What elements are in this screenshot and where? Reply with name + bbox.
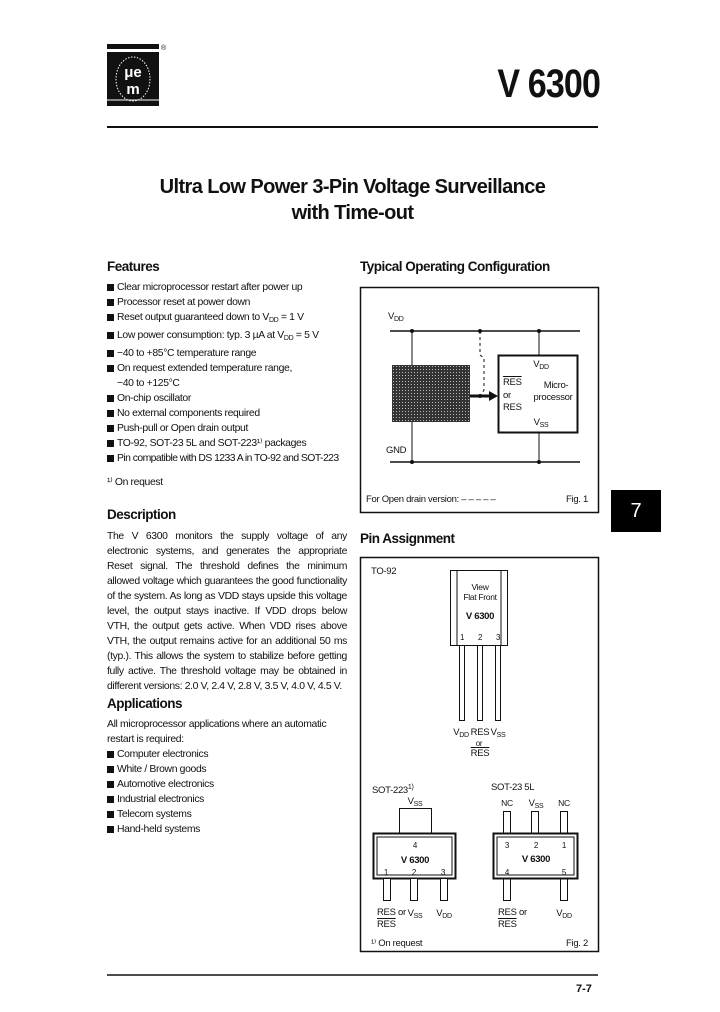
feature-item: Pin compatible with DS 1233 A in TO-92 and SOT-223 (107, 451, 352, 466)
pin-number: 3 (440, 868, 446, 877)
feature-item: −40 to +85°C temperature range (107, 346, 352, 361)
res-bar-label: $\overline{RES}$ (503, 377, 522, 388)
applications-heading: Applications (107, 696, 183, 711)
view-label: View (471, 582, 489, 592)
fig2-footnote: ¹⁾ On request (371, 938, 423, 949)
applications-intro: All microprocessor applications where an automatic restart is required: (107, 719, 327, 745)
sot23-vdd-label: $V_{DD}$ (556, 908, 572, 920)
pin-number: 3 (496, 633, 501, 642)
open-drain-note: For Open drain version: – – – – – (366, 494, 496, 505)
feature-item: Push-pull or Open drain output (107, 421, 352, 436)
to92-vss-label: $V_{SS}$ (490, 727, 506, 739)
to92-or-label: or (475, 739, 483, 748)
pin-number: 2 (411, 868, 417, 877)
vdd-rail-label: $V_{DD}$ (388, 311, 404, 323)
svg-text:μe: μe (124, 64, 142, 81)
sot223-vss-pin-label: $V_{SS}$ (407, 908, 423, 920)
svg-text:®: ® (161, 45, 167, 52)
to92-label: TO-92 (371, 566, 397, 577)
flat-front-label: Flat Front (463, 592, 497, 602)
fig1-caption: Fig. 1 (566, 494, 588, 505)
to92-res-label: RES (470, 727, 490, 738)
nc-label: NC (558, 798, 570, 808)
application-item: Industrial electronics (107, 792, 347, 807)
sot223-part-label: V 6300 (400, 855, 430, 866)
to92-vdd-label: $V_{DD}$ (453, 727, 469, 739)
feature-item: No external components required (107, 406, 352, 421)
micro-vss-label: $V_{SS}$ (533, 417, 549, 429)
sot23-part-label: V 6300 (521, 854, 551, 865)
feature-item: TO-92, SOT-23 5L and SOT-223¹⁾ packages (107, 436, 352, 451)
micro-vdd-label: $V_{DD}$ (533, 359, 549, 371)
features-heading: Features (107, 259, 160, 274)
sot23-res-or-label: RES or (498, 907, 527, 918)
fig1-heading: Typical Operating Configuration (360, 259, 550, 274)
feature-item: On-chip oscillator (107, 391, 352, 406)
chapter-tab: 7 (611, 490, 661, 532)
title-line-1: Ultra Low Power 3-Pin Voltage Surveillance (159, 176, 546, 198)
feature-item: On request extended temperature range, −40 to +125°C (107, 361, 352, 391)
pin-number: 1 (460, 633, 465, 642)
res-label: RES (503, 402, 522, 413)
sot223-label: SOT-223$^{1)}$ (372, 784, 414, 796)
page-number: 7-7 (576, 983, 592, 995)
sot23-resbar-label: $\overline{RES}$ (498, 919, 517, 930)
description-text: The V 6300 monitors the supply voltage of any electronic systems, and generates the appropriate Reset signal. The threshold defines the minimum allowed voltage which guarantees the good functionality of the system. As long as VDD stays upside this voltage level, the output stays inactive. If VDD drops below VTH, the output gets active. When VDD rises above VTH, the output remains active for an additional 50 ms (typ.). This allows the system to stabilize before getting fully active. The threshold voltage may be obtained in different versions: 2.0 V, 2.4 V, 2.8 V, 3.5 V, 4.0 V, 4.5 V. (107, 531, 347, 692)
pin-number: 5 (561, 868, 567, 877)
pin-number: 3 (504, 841, 510, 850)
v6300-chip (392, 365, 470, 422)
pin-number: 1 (383, 868, 389, 877)
or-label: or (503, 390, 511, 401)
processor-label: processor (533, 392, 573, 403)
feature-item: Clear microprocessor restart after power up (107, 280, 352, 295)
sot223-vss-label: $V_{SS}$ (407, 796, 423, 808)
application-item: Telecom systems (107, 807, 347, 822)
to92-resbar-label: $\overline{RES}$ (470, 748, 490, 759)
pin-number: 4 (412, 841, 418, 850)
application-item: White / Brown goods (107, 762, 347, 777)
application-item: Computer electronics (107, 747, 347, 762)
sot223-vdd-label: $V_{DD}$ (436, 908, 452, 920)
application-item: Hand-held systems (107, 822, 347, 837)
pin-number: 1 (561, 841, 567, 850)
pin-number: 2 (478, 633, 483, 642)
product-code: V 6300 (497, 62, 600, 106)
pin-number: 2 (533, 841, 539, 850)
sot223-res-or-label: RES or (377, 907, 406, 918)
features-footnote: ¹⁾ On request (107, 477, 163, 488)
sot23-label: SOT-23 5L (491, 782, 535, 793)
sot23-vss-label: $V_{SS}$ (528, 798, 544, 810)
pin-number: 4 (504, 868, 510, 877)
application-item: Automotive electronics (107, 777, 347, 792)
title-line-2: with Time-out (291, 202, 414, 224)
feature-item: Reset output guaranteed down to $V_{DD} = 1$ V (107, 310, 352, 328)
gnd-rail-label: GND (386, 445, 407, 456)
description-heading: Description (107, 507, 176, 522)
sot223-resbar-label: $\overline{RES}$ (377, 919, 396, 930)
pin-assignment-heading: Pin Assignment (360, 531, 455, 546)
fig2-caption: Fig. 2 (566, 938, 588, 949)
feature-item: Processor reset at power down (107, 295, 352, 310)
feature-item: Low power consumption: typ. 3 µA at $V_{DD} = 5$ V (107, 328, 352, 346)
micro-label: Micro- (543, 380, 569, 391)
svg-text:m: m (126, 81, 140, 98)
nc-label: NC (501, 798, 513, 808)
to92-part-label: V 6300 (465, 611, 495, 622)
